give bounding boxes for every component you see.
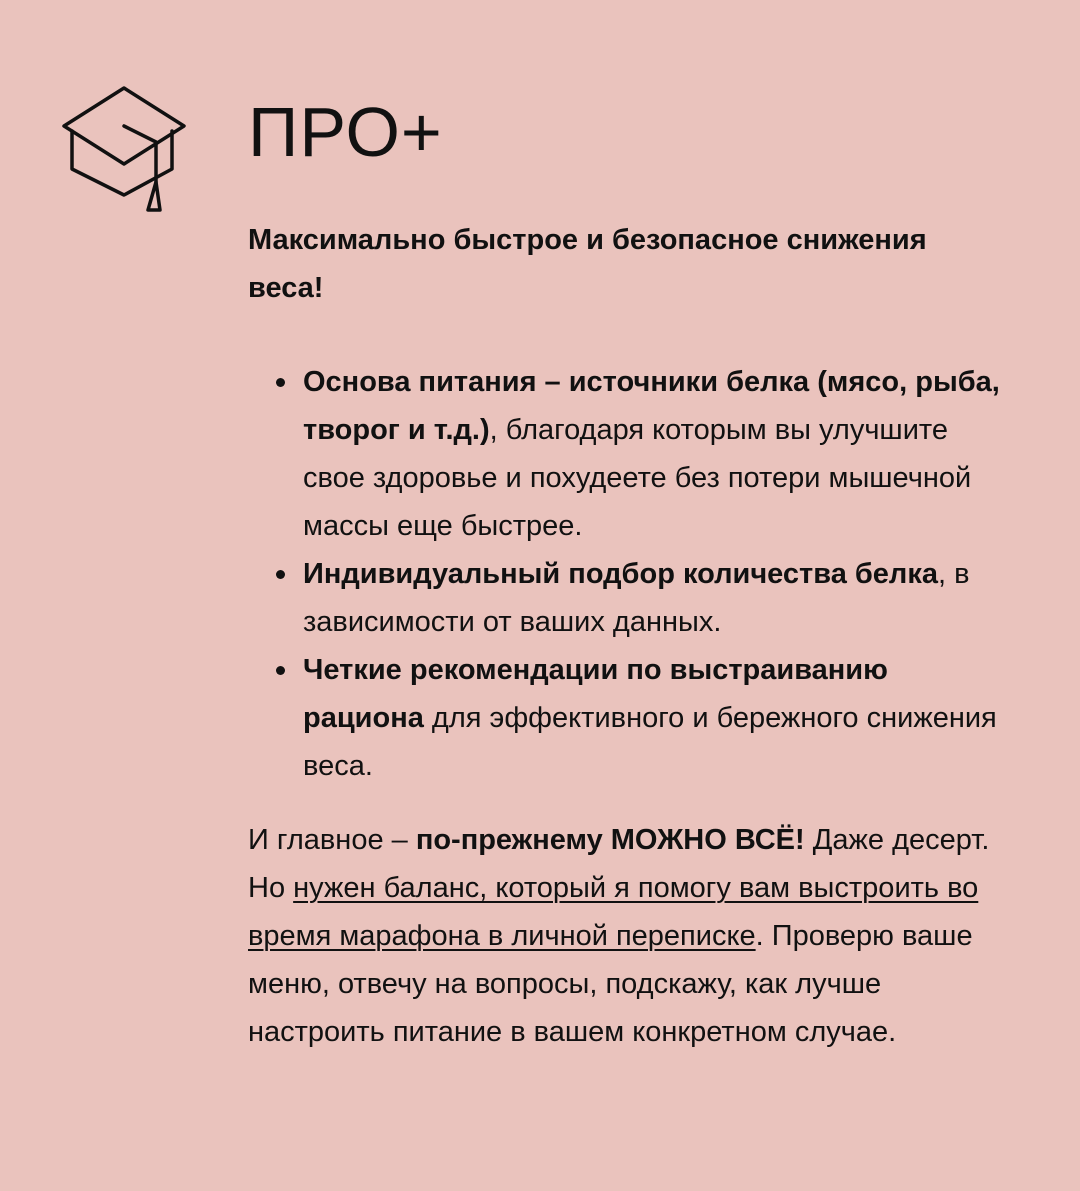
list-item <box>303 358 1008 550</box>
feature-list <box>248 358 1008 790</box>
final-underlined-text: нужен баланс, который я помогу вам выстроить во время марафона в личной переписке <box>248 872 979 952</box>
final-prefix: И главное – <box>248 824 416 856</box>
bullet-dot-icon <box>276 666 285 675</box>
list-item-bold: Четкие рекомендации по выстраиванию рациона <box>303 654 888 734</box>
content-block <box>248 216 1008 1056</box>
final-text-2: . Проверю ваше меню, отвечу на вопросы, подскажу, как лучше настроить питание в вашем конкретном случае. <box>248 920 973 1048</box>
graduation-cap-icon <box>60 84 188 216</box>
final-emphasis: по-прежнему МОЖНО ВСЁ! <box>415 824 805 856</box>
page-title: ПРО+ <box>248 93 443 171</box>
list-item-text: для эффективного и бережного снижения веса. <box>303 702 997 782</box>
final-paragraph <box>248 816 1008 1056</box>
list-item-bold: Основа питания – источники белка (мясо, рыба, творог и т.д.) <box>303 366 1000 446</box>
list-item <box>303 550 1008 646</box>
list-item <box>303 646 1008 790</box>
final-text-1: Даже десерт. Но <box>248 824 990 904</box>
bullet-dot-icon <box>276 570 285 579</box>
list-item-bold: Индивидуальный подбор количества белка <box>303 558 938 590</box>
list-item-text: , благодаря которым вы улучшите свое здоровье и похудеете без потери мышечной массы еще быстрее. <box>303 414 972 542</box>
intro-text: Максимально быстрое и безопасное снижения веса! <box>248 224 927 304</box>
bullet-dot-icon <box>276 378 285 387</box>
list-item-text: , в зависимости от ваших данных. <box>303 558 970 638</box>
